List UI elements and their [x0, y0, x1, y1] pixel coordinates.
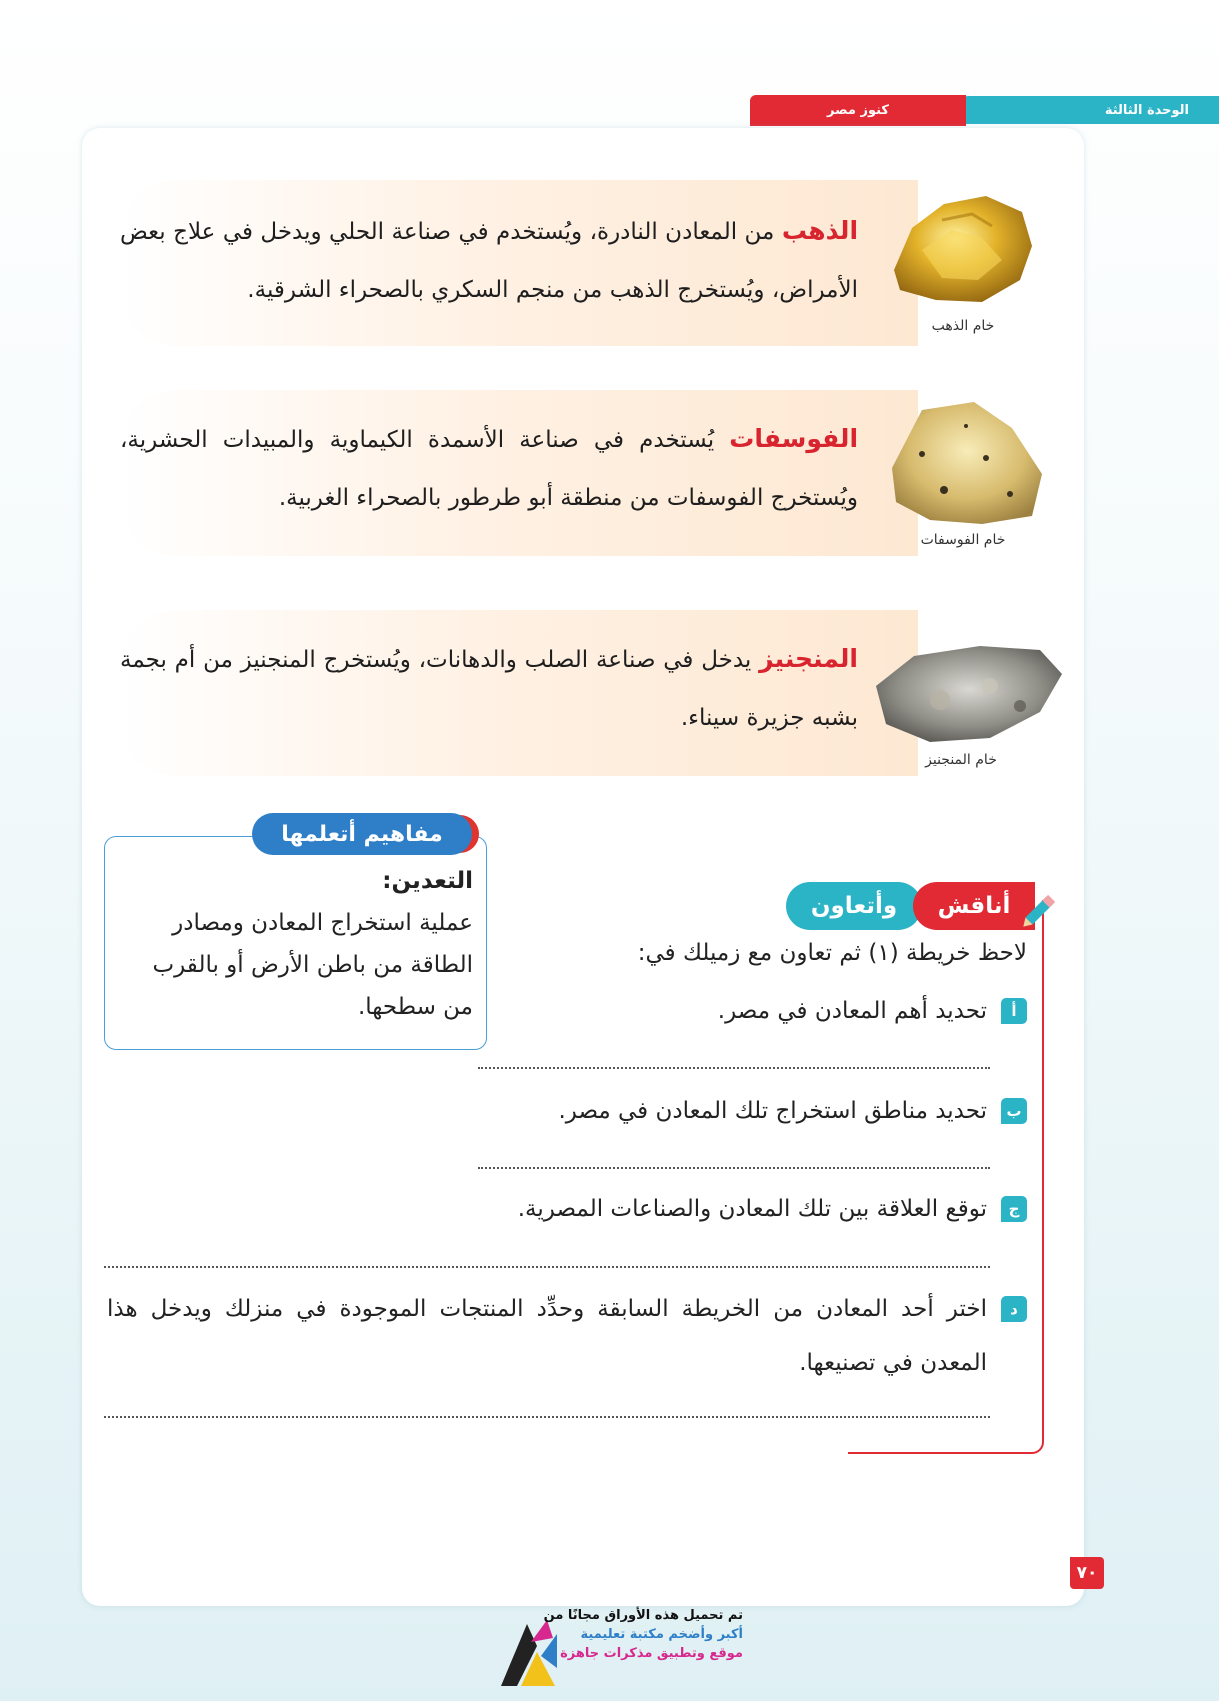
manganese-ore-image: [870, 640, 1065, 750]
concept-term: التعدين:: [382, 868, 473, 894]
phosphate-paragraph: [120, 410, 858, 527]
question-a: [427, 984, 1027, 1038]
question-c: [427, 1182, 1027, 1236]
manganese-text: يدخل في صناعة الصلب والدهانات، ويُستخرج المنجنيز من أم بجمة بشبه جزيرة سيناء.: [120, 647, 858, 731]
concept-definition: عملية استخراج المعادن ومصادر الطاقة من باطن الأرض أو بالقرب من سطحها.: [152, 910, 473, 1020]
question-b-badge: ب: [1001, 1098, 1027, 1124]
manganese-name: المنجنيز: [759, 644, 858, 673]
phosphate-text: يُستخدم في صناعة الأسمدة الكيماوية والمبيدات الحشرية، ويُستخرج الفوسفات من منطقة أبو طرطور بالصحراء الغربية.: [120, 427, 858, 511]
question-d: [107, 1282, 1027, 1390]
concepts-heading: مفاهيم أتعلمها: [252, 813, 472, 855]
answer-line-b[interactable]: [478, 1167, 990, 1169]
question-b-text: تحديد مناطق استخراج تلك المعادن في مصر.: [558, 1098, 987, 1124]
pencil-icon: [1018, 886, 1064, 932]
answer-line-c[interactable]: [104, 1266, 990, 1268]
unit-label: الوحدة الثالثة: [1104, 102, 1189, 118]
gold-paragraph: [120, 202, 858, 319]
page-number: ٧٠: [1070, 1557, 1104, 1589]
gold-name: الذهب: [781, 216, 859, 245]
question-a-text: تحديد أهم المعادن في مصر.: [717, 998, 987, 1024]
unit-tab: [964, 96, 1219, 124]
question-c-badge: ج: [1001, 1196, 1027, 1222]
cooperate-label: وأتعاون: [786, 882, 922, 930]
phosphate-ore-image: [882, 398, 1052, 528]
manganese-paragraph: [120, 630, 858, 747]
phosphate-name: الفوسفات: [729, 424, 859, 453]
footer-line-3: موقع وتطبيق مذكرات جاهزة: [560, 1646, 743, 1661]
gold-caption: خام الذهب: [931, 318, 995, 334]
lesson-tab: [750, 95, 966, 126]
gold-ore-image: [882, 190, 1042, 310]
question-d-text: اختر أحد المعادن من الخريطة السابقة وحدِّد المنتجات الموجودة في منزلك ويدخل هذا المعدن في تصنيعها.: [107, 1296, 987, 1376]
discuss-instruction: لاحظ خريطة (١) ثم تعاون مع زميلك في:: [637, 940, 1027, 966]
discuss-label: أناقش: [913, 882, 1035, 930]
footer-banner: [497, 1606, 743, 1694]
footer-line-1: تم تحميل هذه الأوراق مجانًا من: [543, 1608, 743, 1623]
answer-line-d[interactable]: [104, 1416, 990, 1418]
question-b: [427, 1084, 1027, 1138]
gold-text: من المعادن النادرة، ويُستخدم في صناعة الحلي ويدخل في علاج بعض الأمراض، ويُستخرج الذهب من منجم السكري بالصحراء الشرقية.: [120, 219, 858, 303]
lesson-label: كنوز مصر: [827, 103, 889, 118]
manganese-caption: خام المنجنيز: [925, 752, 997, 768]
phosphate-caption: خام الفوسفات: [920, 532, 1006, 548]
question-d-badge: د: [1001, 1296, 1027, 1322]
question-a-badge: أ: [1001, 998, 1027, 1024]
footer-line-2: أكبر وأضخم مكتبة تعليمية: [580, 1627, 743, 1642]
concept-content: [118, 860, 473, 1028]
answer-line-a[interactable]: [478, 1067, 990, 1069]
question-c-text: توقع العلاقة بين تلك المعادن والصناعات المصرية.: [517, 1196, 987, 1222]
